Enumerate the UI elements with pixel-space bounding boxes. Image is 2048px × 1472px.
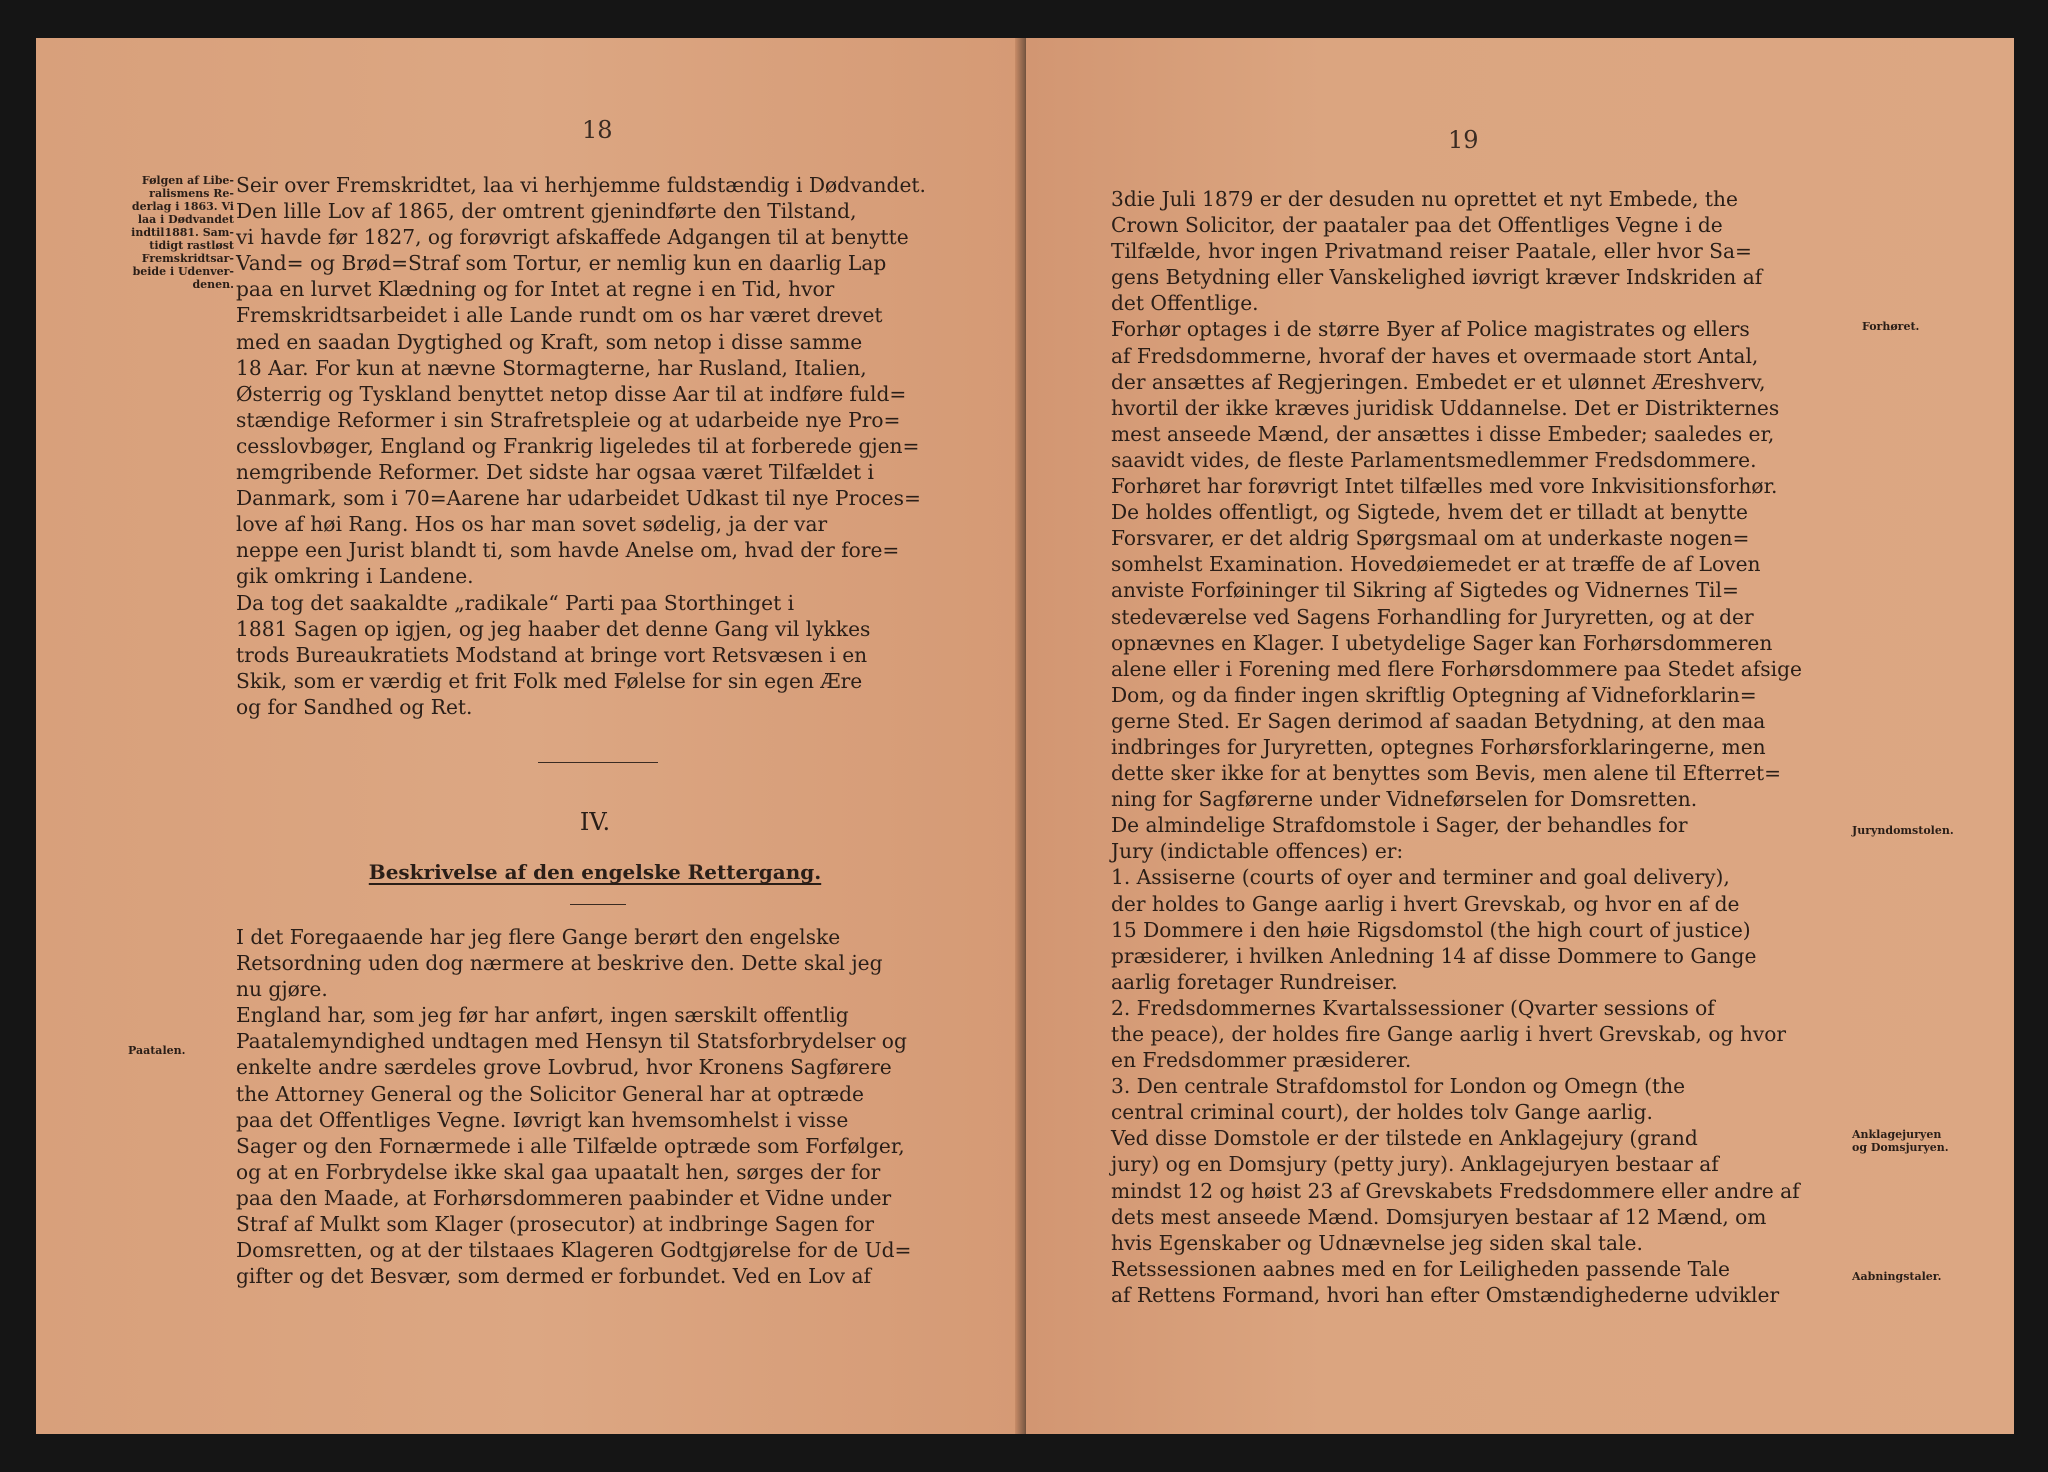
right-page (1026, 38, 2014, 1434)
paragraph: Seir over Fremskridtet, laa vi herhjemme fuldstændig i Dødvandet. Den lille Lov af 1865, der omtrent gjenindførte den Tilstand, vi havde før 1827, og forøvrigt afskaffede Adgangen til at benytte Vand= og Brød=Straf som Tortur, er nemlig kun en daarlig Lap paa en lurvet Klædning og for Intet at regne i en Tid, hvor Fremskridtsarbeidet i alle Lande rundt om os har været drevet med en saadan Dygtighed og Kraft, som netop i disse samme 18 Aar. For kun at nævne Stormagterne, har Rusland, Italien, Østerrig og Tyskland benyttet netop disse Aar til at indføre fuld= stændige Reformer i sin Strafretspleie og at udarbeide nye Pro= cesslovbøger, England og Frankrig ligeledes til at forberede gjen= nemgribende Reformer. Det sidste har ogsaa været Tilfældet i Danmark, som i 70=Aarene har udarbeidet Udkast til nye Proces= love af høi Rang. Hos os har man sovet sødelig, ja der var neppe een Jurist blandt ti, som havde Anelse om, hvad der fore= gik omkring i Landene. (236, 173, 926, 589)
paragraph: Da tog det saakaldte „radikale“ Parti paa Storthinget i 1881 Sagen op igjen, og jeg haaber det denne Gang vil lykkes trods Bureaukratiets Modstand at bringe vort Retsvæsen i en Skik, som er værdig et frit Folk med Følelse for sin egen Ære og for Sandhed og Ret. (236, 590, 871, 719)
paragraph: 3die Juli 1879 er der desuden nu oprettet et nyt Embede, the Crown Solicitor, der paataler paa det Offentliges Vegne i de Tilfælde, hvor ingen Privatmand reiser Paatale, eller hvor Sa= gens Betydning eller Vanskelighed iøvrigt kræver Indskriden af det Offentlige. (1111, 187, 1763, 316)
paragraph: Ved disse Domstole er der tilstede en Anklagejury (grand jury) og en Domsjury (petty jury). Anklagejuryen bestaar af mindst 12 og høist 23 af Grevskabets Fredsdommere eller andre af dets mest anseede Mænd. Domsjuryen bestaar af 12 Mænd, om hvis Egenskaber og Udnævnelse jeg siden skal tale. (1111, 1126, 1800, 1255)
section-number: IV. (579, 808, 611, 836)
page-number: 19 (1448, 126, 1479, 154)
text-block-upper (236, 172, 954, 720)
margin-note: Aabningstaler. (1852, 1270, 1942, 1283)
margin-note: Paatalen. (128, 1044, 186, 1057)
paragraph: De almindelige Strafdomstole i Sager, der behandles for Jury (indictable offences) er: 1. Assiserne (courts of oyer and terminer and goal delivery), der holdes to Gange aarlig i hvert Grevskab, og hvor en af de 15 Dommere i den høie Rigsdomstol (the high court of justice) præsiderer, i hvilken Anledning 14 af disse Dommere to Gange aarlig foretager Rundreiser. 2. Fredsdommernes Kvartalssessioner (Qvarter sessions of the peace), der holdes fire Gange aarlig i hvert Grevskab, og hvor en Fredsdommer præsiderer. 3. Den centrale Strafdomstol for London og Omegn (the central criminal court), der holdes tolv Gange aarlig. (1111, 813, 1787, 1125)
book-spread (36, 38, 2014, 1434)
text-block (1111, 186, 1846, 1308)
margin-note: Anklagejuryen og Domsjuryen. (1852, 1128, 1949, 1154)
divider-rule (538, 762, 658, 763)
paragraph: England har, som jeg før har anført, ingen særskilt offentlig Paatalemyndighed undtagen med Hensyn til Statsforbrydelser og enkelte andre særdeles grove Lovbrud, hvor Kronens Sagførere the Attorney General og the Solicitor General har at optræde paa det Offentliges Vegne. Iøvrigt kan hvemsomhelst i visse Sager og den Fornærmede i alle Tilfælde optræde som Forfølger, og at en Forbrydelse ikke skal gaa upaatalt hen, sørges der for paa den Maade, at Forhørsdommeren paabinder et Vidne under Straf af Mulkt som Klager (prosecutor) at indbringe Sagen for Domsretten, og at der tilstaaes Klageren Godtgjørelse for de Ud= gifter og det Besvær, som dermed er forbundet. Ved en Lov af (236, 1003, 912, 1289)
paragraph: I det Foregaaende har jeg flere Gange berørt den engelske Retsordning uden dog nærmere at beskrive den. Dette skal jeg nu gjøre. (236, 925, 883, 1002)
divider-rule (570, 904, 626, 905)
paragraph: Forhør optages i de større Byer af Police magistrates og ellers af Fredsdommerne, hvoraf der haves et overmaade stort Antal, der ansættes af Regjeringen. Embedet er et ulønnet Æreshverv, hvortil der ikke kræves juridisk Uddannelse. Det er Distrikternes mest anseede Mænd, der ansættes i disse Embeder; saaledes er, saavidt vides, de fleste Parlamentsmedlemmer Fredsdommere. Forhøret har forøvrigt Intet tilfælles med vore Inkvisitionsforhør. De holdes offentligt, og Sigtede, hvem det er tilladt at benytte Forsvarer, er det aldrig Spørgsmaal om at underkaste nogen= somhelst Examination. Hovedøiemedet er at træffe de af Loven anviste Forføininger til Sikring af Sigtedes og Vidnernes Til= stedeværelse ved Sagens Forhandling for Juryretten, og at der opnævnes en Klager. I ubetydelige Sager kan Forhørsdommeren alene eller i Forening med flere Forhørsdommere paa Stedet afsige Dom, og da finder ingen skriftlig Optegning af Vidneforklarin= gerne Sted. Er Sagen derimod af saadan Betydning, at den maa indbringes for Juryretten, optegnes Forhørsforklaringerne, men dette sker ikke for at benyttes som Bevis, men alene til Efterret= ning for Sagførerne under Vidneførselen for Domsretten. (1111, 317, 1802, 812)
margin-note: Følgen af Libe- ralismens Re- derlag i 1863. Vi laa i Dødvandet indtil1881. Sam- tidigt rastløst Fremskridtsar- beide i Udenver- denen. (131, 174, 234, 291)
paragraph: Retssessionen aabnes med en for Leiligheden passende Tale af Rettens Formand, hvori han efter Omstændighederne udvikler (1111, 1256, 1780, 1307)
margin-note: Forhøret. (1862, 320, 1920, 333)
section-title: Beskrivelse af den engelske Rettergang. (368, 860, 822, 884)
left-page (36, 38, 1021, 1434)
text-block-lower (236, 924, 954, 1289)
page-number: 18 (582, 116, 613, 144)
margin-note: Juryndomstolen. (1852, 824, 1954, 837)
